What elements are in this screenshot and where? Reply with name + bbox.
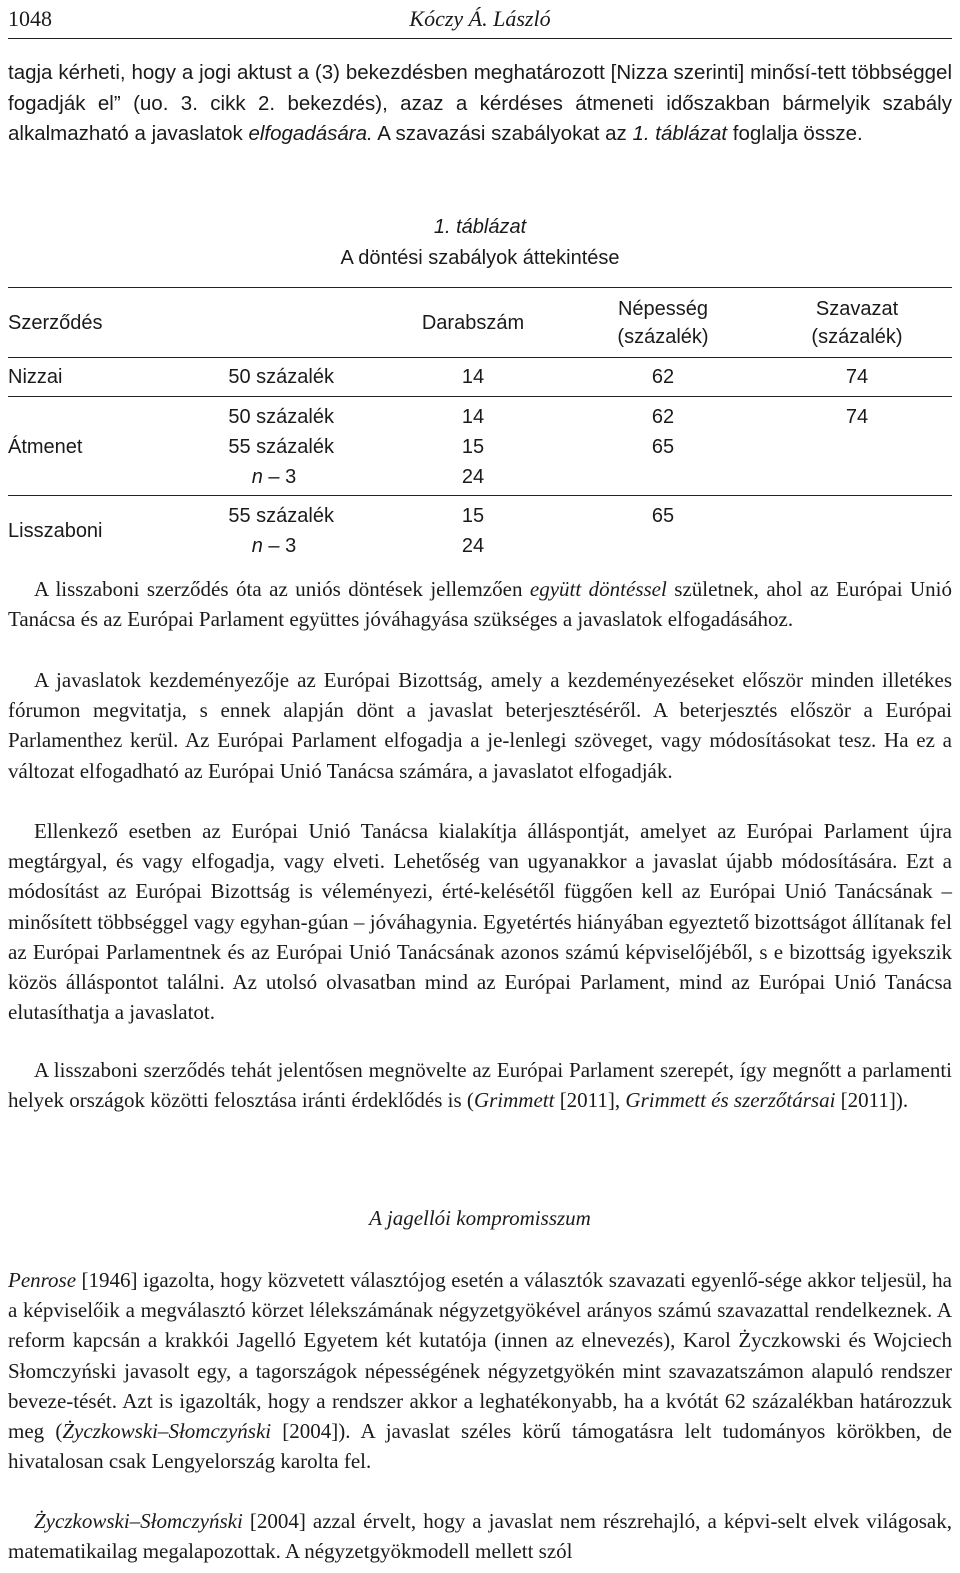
row-nizza-rule: 50 százalék bbox=[228, 366, 334, 388]
page-header bbox=[8, 2, 952, 39]
row-lisbon-count-2: 24 bbox=[461, 535, 485, 557]
s2-citation-zs: Życzkowski–Słomczyński bbox=[34, 1509, 243, 1533]
p4-text-3: [2011]). bbox=[835, 1088, 909, 1113]
row-transition-count-2: 15 bbox=[461, 436, 485, 458]
intro-text-2: A szavazási szabályokat az bbox=[372, 122, 633, 145]
page-number: 1048 bbox=[8, 6, 52, 31]
row-lisbon-rule-2 bbox=[234, 534, 314, 558]
s1-text-1: [1946] igazolta, hogy közvetett választójog esetén a választók szavazati egyenlő-sége akkor teljesül, ha a képviselőik a megválasztó körzet lélekszámának négyzetgyökével arányos számú szavazattal rendelkeznek. A reform kapcsán a krakkói Jagelló Egyetem két kutatója (innen az elnevezés), Karol Życzkowski és Wojciech Słomczyński javasolt egy, a tagországok népességének négyzetgyökén mint szavazatszámon alapuló rendszer beveze-tését. Azt is igazolták, hogy a rendszer akkor a leghatékonyabb, ha a kvótát 62 százalékban határozzuk meg ( bbox=[8, 1268, 952, 1444]
header-count: Darabszám bbox=[421, 312, 525, 334]
header-vote-line1: Szavazat bbox=[815, 298, 899, 320]
p1-italic-codecision: együtt döntéssel bbox=[529, 577, 667, 601]
table-caption-title: A döntési szabályok áttekintése bbox=[340, 247, 620, 269]
row-transition-rule-2: 55 százalék bbox=[228, 436, 334, 458]
rule-n-variable: n bbox=[251, 535, 263, 557]
row-nizza-label: Nizzai bbox=[8, 366, 63, 388]
p4-text-1: A lisszaboni szerződés tehát jelentősen megnövelte az Európai Parlament szerepét, így megnőtt a parlamenti helyek országok közötti felosztása iránti érdeklődés is ( bbox=[8, 1058, 952, 1113]
header-population-line1: Népesség bbox=[617, 298, 709, 320]
row-transition-rule-3 bbox=[234, 465, 314, 489]
row-transition-vote-1: 74 bbox=[845, 406, 869, 428]
header-rule bbox=[8, 357, 952, 358]
row-lisbon-rule-1: 55 százalék bbox=[228, 505, 334, 527]
row-transition-population-1: 62 bbox=[651, 406, 675, 428]
rule-n-rest: – 3 bbox=[262, 535, 297, 557]
row-rule-1 bbox=[8, 396, 952, 397]
section-paragraph-2 bbox=[8, 1506, 952, 1566]
row-lisbon-population-1: 65 bbox=[651, 505, 675, 527]
row-transition-count-3: 24 bbox=[461, 466, 485, 488]
section-paragraph-1 bbox=[8, 1265, 952, 1476]
table-caption-number: 1. táblázat bbox=[433, 216, 527, 238]
rule-n-rest: – 3 bbox=[262, 466, 297, 488]
body-paragraph-1 bbox=[8, 574, 952, 634]
intro-text-1: tagja kérheti, hogy a jogi aktust a (3) bekezdésben meghatározott [Nizza szerinti] minősí-tett többséggel fogadják el” (uo. 3. cikk 2. bekezdés), azaz a kérdéses átmeneti időszakban bármelyik szabály alkalmazható a javaslatok bbox=[8, 61, 952, 145]
row-lisbon-label: Lisszaboni bbox=[8, 520, 103, 542]
s1-citation-zs: Życzkowski–Słomczyński bbox=[62, 1419, 272, 1444]
p1-text-2: születnek, ahol az Európai Unió Tanácsa és az Európai Parlament együttes jóváhagyása szükséges a javaslatok elfogadásához. bbox=[8, 577, 952, 632]
header-treaty: Szerződés bbox=[8, 312, 103, 334]
decision-rules-table bbox=[8, 283, 952, 573]
section-title: A jagellói kompromisszum bbox=[369, 1206, 591, 1230]
intro-table-ref: 1. táblázat bbox=[632, 122, 728, 145]
header-vote-line2: (százalék) bbox=[811, 326, 903, 348]
row-nizza-population: 62 bbox=[651, 366, 675, 388]
intro-paragraph bbox=[8, 58, 952, 150]
row-rule-2 bbox=[8, 495, 952, 496]
body-paragraph-2: A javaslatok kezdeményezője az Európai Bizottság, amely a kezdeményezéseket először minden illetékes fórumon megvitatja, s ennek alapján dönt a javaslat beterjesztéséről. A beterjesztés először a Európai Parlamenthez kerül. Az Európai Parlament elfogadja a je-lenlegi szöveget, vagy módosításokat tesz. Ha ez a változat elfogadható az Európai Unió Tanácsa számára, a javaslatot elfogadják. bbox=[8, 668, 952, 783]
row-transition-label: Átmenet bbox=[8, 436, 83, 458]
p4-citation-grimmett: Grimmett bbox=[473, 1088, 555, 1113]
p4-citation-grimmett-et-al: Grimmett és szerzőtársai bbox=[625, 1088, 836, 1113]
row-nizza-vote: 74 bbox=[845, 366, 869, 388]
running-title: Kóczy Á. László bbox=[409, 6, 551, 31]
intro-italic-1: elfogadására. bbox=[248, 122, 373, 145]
table-top-rule bbox=[8, 287, 952, 288]
row-transition-count-1: 14 bbox=[461, 406, 485, 428]
row-transition-rule-1: 50 százalék bbox=[228, 406, 334, 428]
s1-citation-penrose: Penrose bbox=[8, 1268, 77, 1292]
row-nizza-count: 14 bbox=[461, 366, 485, 388]
body-paragraph-4 bbox=[8, 1055, 952, 1115]
intro-text-3: foglalja össze. bbox=[727, 122, 863, 145]
row-lisbon-count-1: 15 bbox=[461, 505, 485, 527]
p1-text-1: A lisszaboni szerződés óta az uniós döntések jellemzően bbox=[34, 577, 530, 601]
header-population-line2: (százalék) bbox=[617, 326, 709, 348]
p4-text-2: [2011], bbox=[554, 1088, 626, 1113]
body-paragraph-3: Ellenkező esetben az Európai Unió Tanácsa kialakítja álláspontját, amelyet az Európai Parlament újra megtárgyal, és vagy elfogadja, vagy elveti. Lehetőség van ugyanakkor a javaslat újabb módosítására. Ezt a módosítást az Európai Bizottság is véleményezi, érté-kelésétől függően kell az Európai Unió Tanácsának – minősített többséggel vagy egyhan-gúan – jóváhagynia. Egyetértés hiányában egyeztető bizottságot állítanak fel az Európai Parlamentnek és az Európai Unió Tanácsának azonos számú képviselőjéből, s e bizottság igyekszik közös álláspontot találni. Az utolsó olvasatban mind az Európai Parlament, mind az Európai Unió Tanácsa elutasíthatja a javaslatot. bbox=[8, 819, 952, 1025]
row-transition-population-2: 65 bbox=[651, 436, 675, 458]
s1-text-2: [2004]). A javaslat széles körű támogatásra lelt tudományos körökben, de hivatalosan csak Lengyelország karolta fel. bbox=[8, 1419, 952, 1474]
rule-n-variable: n bbox=[251, 466, 263, 488]
s2-text-1: [2004] azzal érvelt, hogy a javaslat nem részrehajló, a képvi-selt elvek világosak, matematikailag megalapozottak. A négyzetgyökmodell mellett szól bbox=[8, 1509, 952, 1564]
